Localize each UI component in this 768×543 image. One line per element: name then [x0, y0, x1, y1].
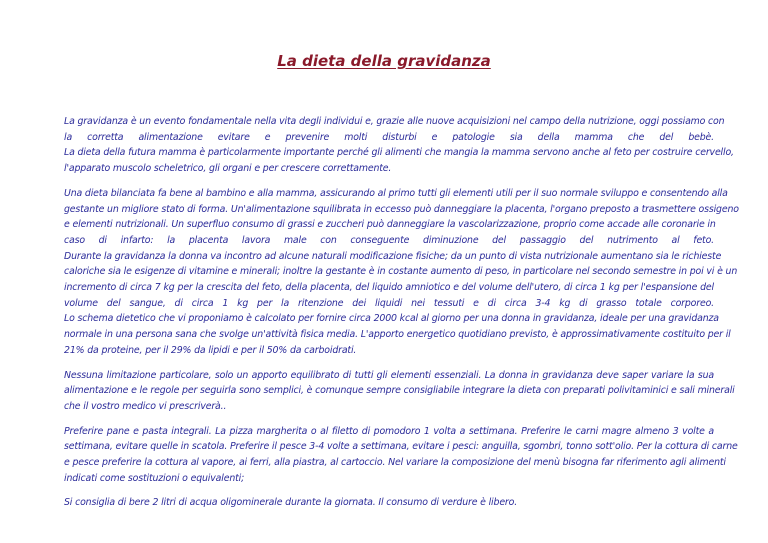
paragraph-food-preferences — [64, 424, 738, 487]
text-line: La dieta della futura mamma è particolarmente importante perché gli alimenti che mangia la mamma servono anche al feto per costruire cervello, — [64, 147, 734, 159]
text-line: e pesce preferire la cottura al vapore, ai ferri, alla piastra, al cartoccio. Nel variare la composizione del menù bisogna far riferimento agli alimenti — [64, 457, 726, 469]
text-line: caloriche sia le esigenze di vitamine e minerali; inoltre la gestante è in costante aumento di peso, in particolare nel secondo semestre in poi vi è un — [64, 266, 738, 278]
text-line: caso di infarto: la placenta lavora male con conseguente diminuzione del passaggio del nutrimento al feto. — [64, 234, 714, 246]
text-line: indicati come sostituzioni o equivalenti; — [64, 472, 245, 484]
paragraph-no-limitations — [64, 368, 735, 415]
text-line: gestante un migliore stato di forma. Un'alimentazione squilibrata in eccesso può danneggiare la placenta, l'organo preposto a trasmettere ossigeno — [64, 203, 739, 215]
text-line: Si consiglia di bere 2 litri di acqua oligominerale durante la giornata. Il consumo di verdure è libero. — [64, 497, 518, 509]
text-line: Preferire pane e pasta integrali. La pizza margherita o al filetto di pomodoro 1 volta a settimana. Preferire le carni magre almeno 3 volte a — [64, 425, 714, 437]
text-line: e elementi nutrizionali. Un superfluo consumo di grassi e zuccheri può danneggiare la vascolarizzazione, proprio come accade alle coronarie in — [64, 219, 716, 231]
text-line: settimana, evitare quelle in scatola. Preferire il pesce 3-4 volte a settimana, evitare i pesci: anguilla, sgombri, tonno sott'olio. Per la cottura di carne — [64, 441, 738, 453]
text-line: normale in una persona sana che svolge un'attività fisica media. L'apporto energetico quotidiano previsto, è approssimativamente costituito per il — [64, 329, 731, 341]
text-line: 21% da proteine, per il 29% da lipidi e per il 50% da carboidrati. — [64, 344, 357, 356]
text-line: l'apparato muscolo scheletrico, gli organi e per crescere correttamente. — [64, 163, 392, 175]
text-line: volume del sangue, di circa 1 kg per la ritenzione dei liquidi nei tessuti e di circa 3-4 kg di grasso totale corporeo. — [64, 297, 714, 309]
text-line: Lo schema dietetico che vi proponiamo è calcolato per fornire circa 2000 kcal al giorno per una donna in gravidanza, ideale per una gravidanza — [64, 313, 719, 325]
text-line: la corretta alimentazione evitare e prevenire molti disturbi e patologie sia della mamma che del bebè. — [64, 131, 714, 143]
text-line: alimentazione e le regole per seguirla sono semplici, è comunque sempre consigliabile integrare la dieta con preparati polivitaminici e sali minerali — [64, 385, 735, 397]
paragraph-intro — [64, 114, 734, 177]
text-line: Nessuna limitazione particolare, solo un apporto equilibrato di tutti gli elementi essenziali. La donna in gravidanza deve saper variare la sua — [64, 369, 714, 381]
document-body — [64, 114, 739, 520]
paragraph-balanced-diet — [64, 186, 739, 359]
paragraph-water — [64, 495, 714, 511]
text-line: Durante la gravidanza la donna va incontro ad alcune naturali modificazione fisiche; da un punto di vista nutrizionale aumentano sia le richieste — [64, 250, 722, 262]
text-line: La gravidanza è un evento fondamentale nella vita degli individui e, grazie alle nuove acquisizioni nel campo della nutrizione, oggi possiamo con — [64, 116, 725, 127]
text-line: che il vostro medico vi prescriverà.. — [64, 400, 227, 412]
text-line: incremento di circa 7 kg per la crescita del feto, della placenta, del liquido amniotico e del volume dell'utero, di circa 1 kg per l'espansione del — [64, 282, 714, 294]
text-line: Una dieta bilanciata fa bene al bambino e alla mamma, assicurando al primo tutti gli elementi utili per il suo normale sviluppo e consentendo alla — [64, 187, 728, 199]
page-title: La dieta della gravidanza — [277, 52, 491, 70]
